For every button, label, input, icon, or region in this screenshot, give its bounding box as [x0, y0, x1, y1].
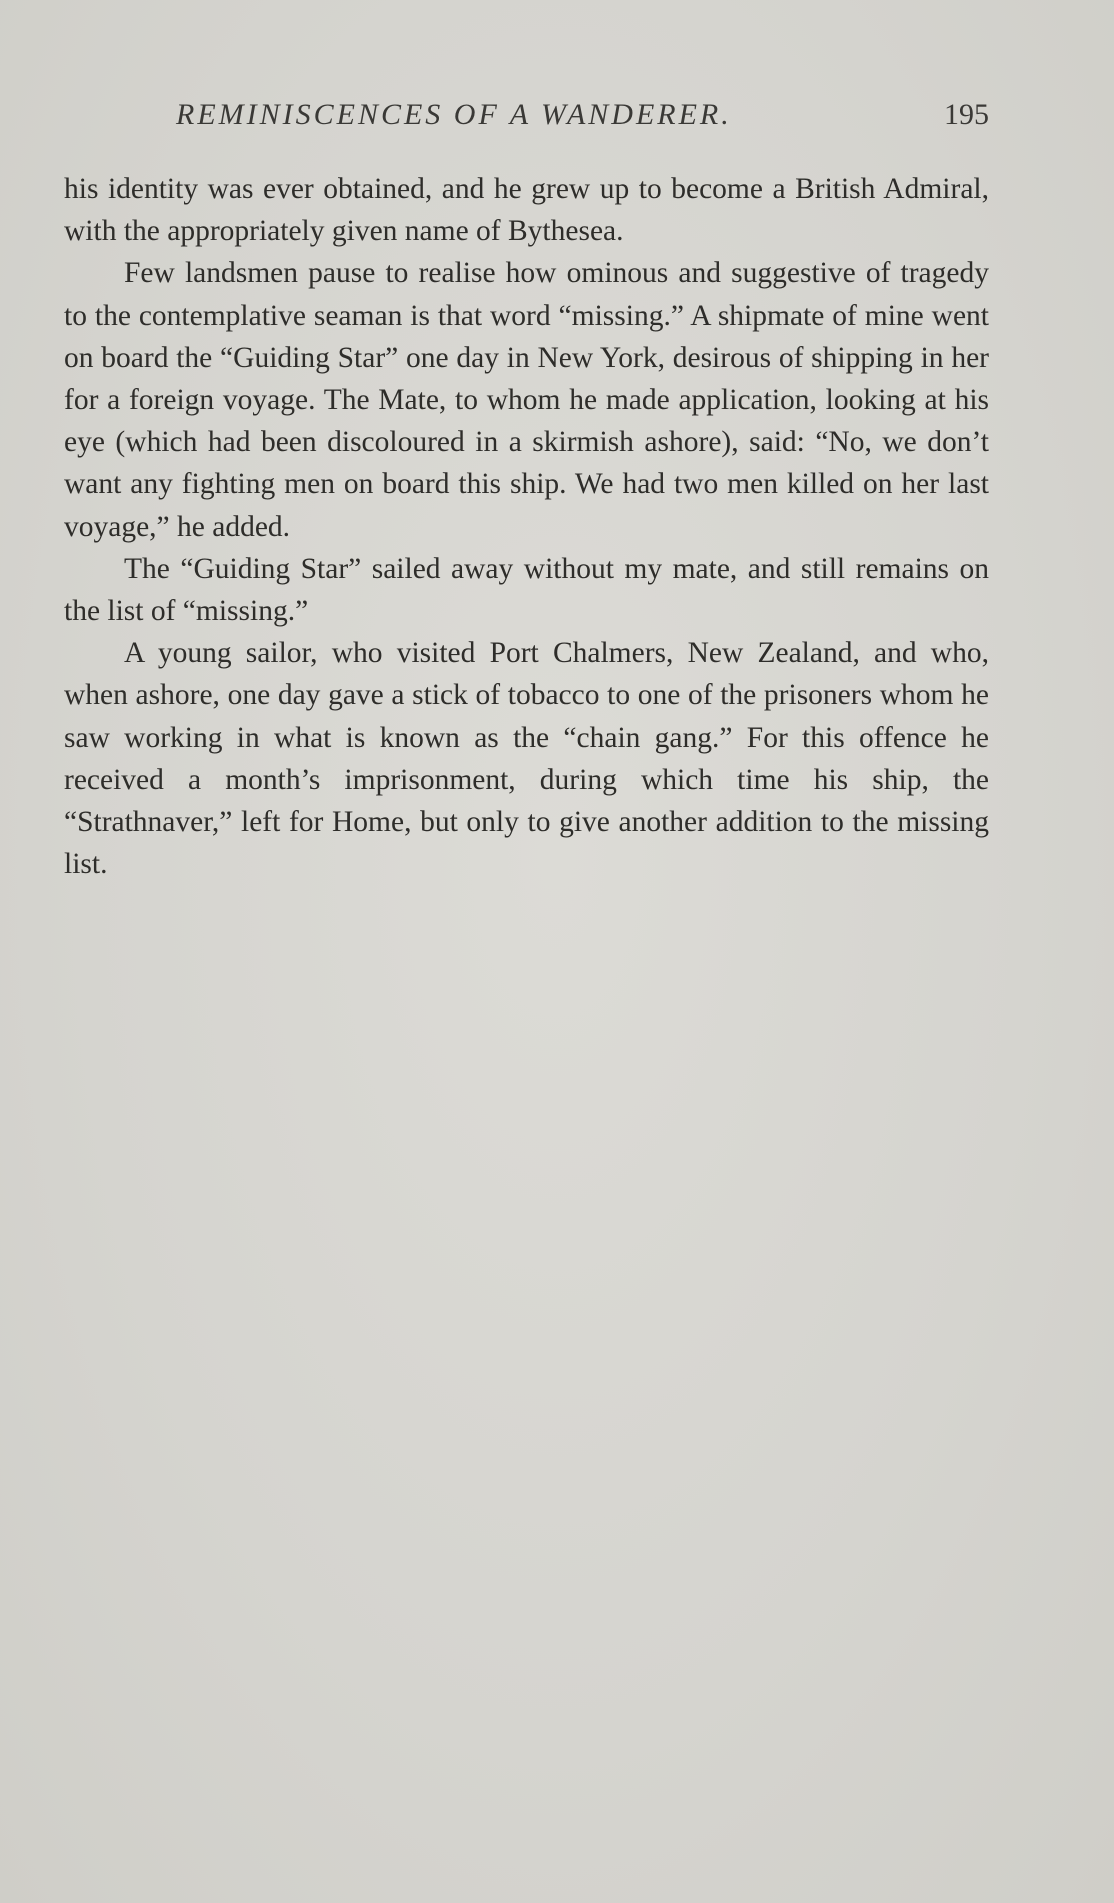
paragraph-missing: Few landsmen pause to realise how ominous and suggestive of tragedy to the contemplative seaman is that word “missing.” A shipmate of mine went on board the “Guiding Star” one day in New York, desirous of shipping in her for a foreign voyage. The Mate, to whom he made application, looking at his eye (which had been discoloured in a skirmish ashore), said: “No, we don’t want any fighting men on board this ship. We had two men killed on her last voyage,” he added.	[64, 257, 989, 543]
running-head	[64, 98, 989, 138]
paragraph-continued: his identity was ever obtained, and he grew up to become a British Admiral, with the appropriately given name of Bythesea.	[64, 173, 989, 248]
body-text	[64, 168, 989, 885]
paragraph-guiding-star: The “Guiding Star” sailed away without my mate, and still remains on the list of “missing.”	[64, 552, 989, 628]
running-head-title: REMINISCENCES OF A WANDERER.	[176, 98, 732, 131]
page-number: 195	[944, 98, 989, 131]
paragraph-young-sailor: A young sailor, who visited Port Chalmers, New Zealand, and who, when ashore, one day gave a stick of tobacco to one of the prisoners whom he saw working in what is known as the “chain gang.” For this offence he received a month’s imprisonment, during which time his ship, the “Strathnaver,” left for Home, but only to give another addition to the missing list.	[64, 637, 989, 881]
